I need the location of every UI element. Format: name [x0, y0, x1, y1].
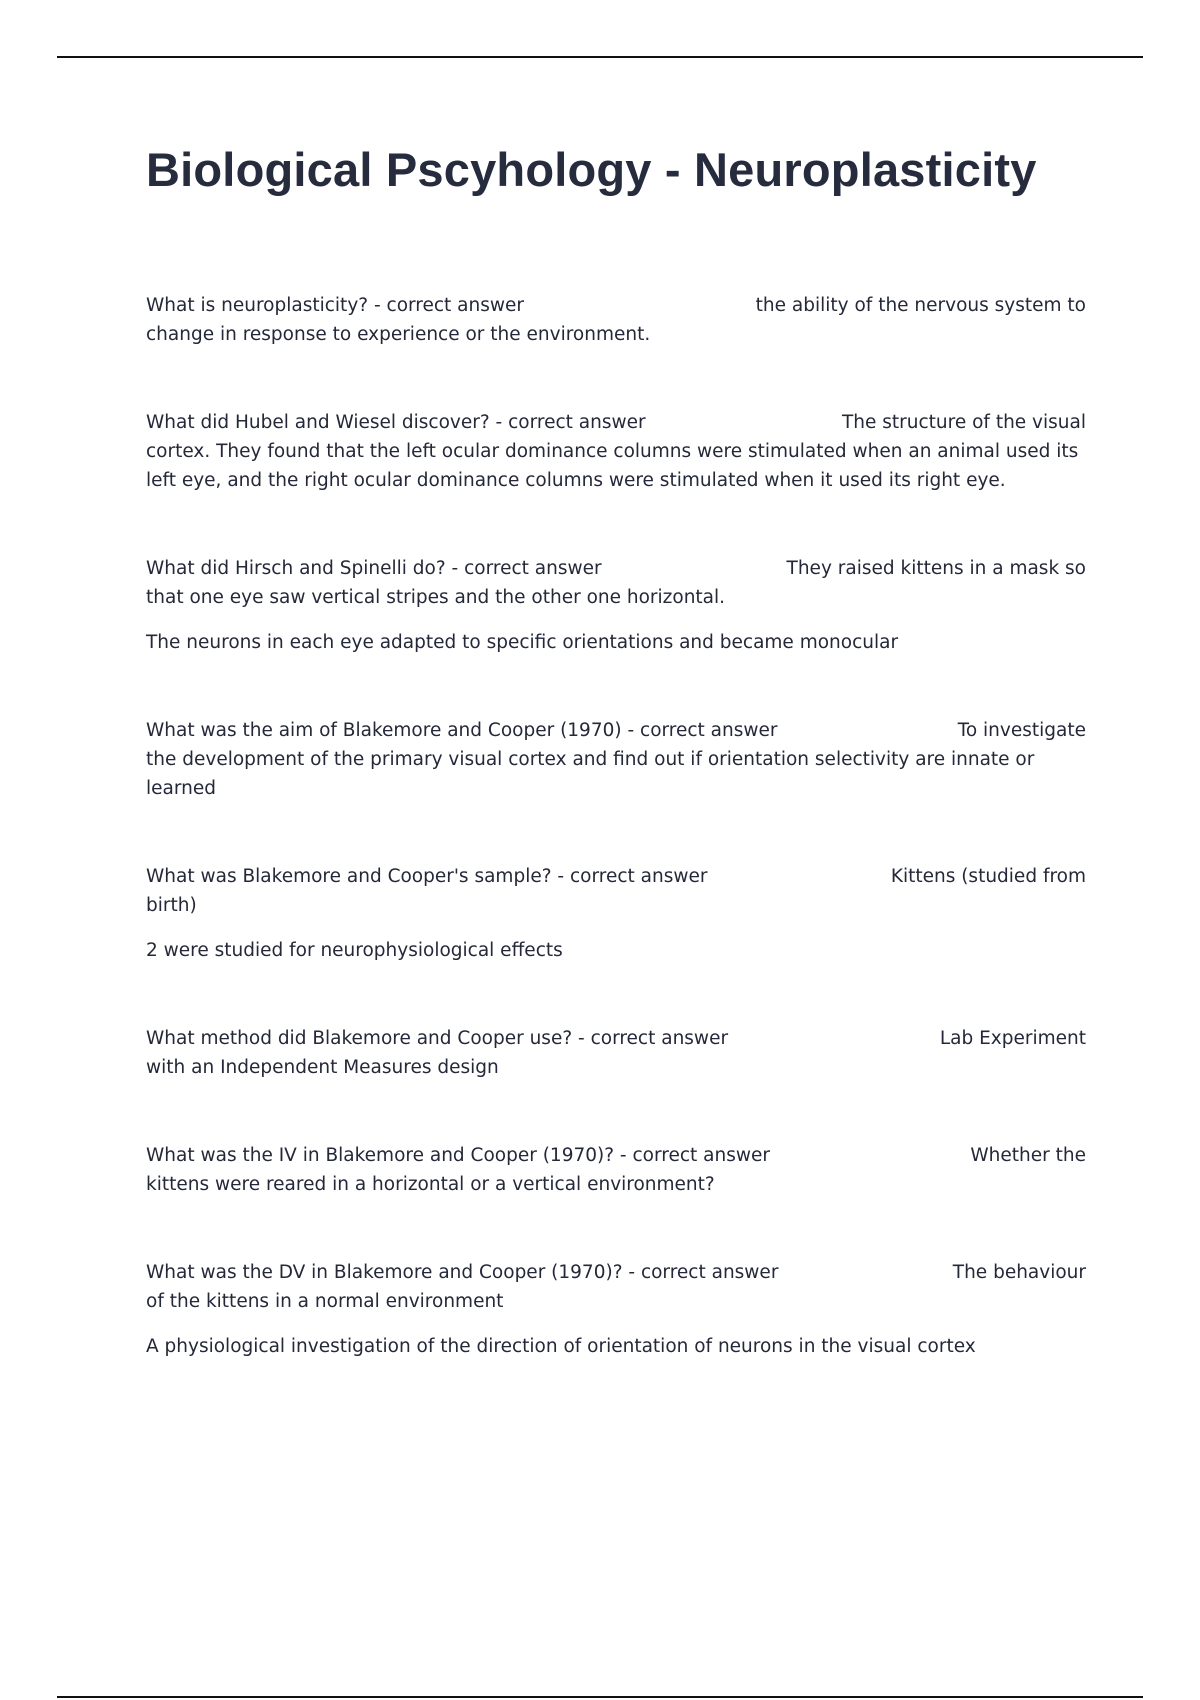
flashcard-question: What was the aim of Blakemore and Cooper (1970) - correct answer — [146, 720, 778, 741]
flashcard-note: The neurons in each eye adapted to specific orientations and became monocular — [146, 632, 899, 653]
flashcard — [146, 716, 1086, 803]
flashcard-text — [146, 408, 1086, 495]
flashcard-answer-start: Whether the — [970, 1145, 1086, 1166]
flashcard-note: A physiological investigation of the direction of orientation of neurons in the visual cortex — [146, 1336, 976, 1357]
flashcard-answer-start: Kittens (studied from — [890, 866, 1086, 887]
flashcard-answer-rest: change in response to experience or the environment. — [146, 324, 651, 345]
flashcard-answer-rest: birth) — [146, 895, 197, 916]
flashcard-question: What did Hubel and Wiesel discover? - correct answer — [146, 412, 646, 433]
flashcard-first-line — [146, 716, 1086, 745]
flashcard-list — [146, 291, 1086, 1420]
flashcard-answer-rest: the development of the primary visual cortex and find out if orientation selectivity are innate or learned — [146, 749, 1035, 799]
flashcard-question: What method did Blakemore and Cooper use? - correct answer — [146, 1028, 729, 1049]
bottom-rule — [57, 1696, 1143, 1698]
flashcard-first-line — [146, 291, 1086, 320]
flashcard-answer-rest: kittens were reared in a horizontal or a vertical environment? — [146, 1174, 715, 1195]
flashcard — [146, 862, 1086, 965]
flashcard-answer-start: To investigate — [957, 720, 1086, 741]
flashcard-first-line — [146, 1141, 1086, 1170]
flashcard-first-line — [146, 862, 1086, 891]
flashcard — [146, 554, 1086, 657]
flashcard-answer-start: Lab Experiment — [939, 1028, 1086, 1049]
flashcard — [146, 1141, 1086, 1199]
flashcard-text — [146, 862, 1086, 920]
top-rule — [57, 56, 1143, 58]
flashcard-answer-start: They raised kittens in a mask so — [786, 558, 1086, 579]
flashcard-first-line — [146, 408, 1086, 437]
flashcard-answer-start: The behaviour — [952, 1262, 1086, 1283]
flashcard-text — [146, 1024, 1086, 1082]
flashcard-text — [146, 716, 1086, 803]
flashcard-question: What was the IV in Blakemore and Cooper (1970)? - correct answer — [146, 1145, 770, 1166]
flashcard — [146, 1258, 1086, 1361]
flashcard-note: 2 were studied for neurophysiological effects — [146, 940, 563, 961]
flashcard-text — [146, 1258, 1086, 1316]
flashcard-question: What is neuroplasticity? - correct answer — [146, 295, 524, 316]
flashcard-answer-rest: cortex. They found that the left ocular dominance columns were stimulated when an animal used its left eye, and the right ocular dominance columns were stimulated when it used its right eye. — [146, 441, 1079, 491]
flashcard-answer-start: The structure of the visual — [841, 412, 1086, 433]
flashcard-first-line — [146, 554, 1086, 583]
flashcard-first-line — [146, 1024, 1086, 1053]
flashcard — [146, 1024, 1086, 1082]
flashcard — [146, 291, 1086, 349]
flashcard-question: What was Blakemore and Cooper's sample? - correct answer — [146, 866, 708, 887]
flashcard-answer-rest: of the kittens in a normal environment — [146, 1291, 504, 1312]
flashcard-text — [146, 1141, 1086, 1199]
flashcard-first-line — [146, 1258, 1086, 1287]
page-title: Biological Pscyhology - Neuroplasticity — [146, 143, 1037, 196]
flashcard-question: What did Hirsch and Spinelli do? - correct answer — [146, 558, 602, 579]
flashcard-answer-rest: that one eye saw vertical stripes and the other one horizontal. — [146, 587, 726, 608]
flashcard-answer-start: the ability of the nervous system to — [755, 295, 1086, 316]
flashcard-answer-rest: with an Independent Measures design — [146, 1057, 499, 1078]
flashcard-question: What was the DV in Blakemore and Cooper (1970)? - correct answer — [146, 1262, 779, 1283]
flashcard-text — [146, 291, 1086, 349]
flashcard — [146, 408, 1086, 495]
flashcard-text — [146, 554, 1086, 612]
